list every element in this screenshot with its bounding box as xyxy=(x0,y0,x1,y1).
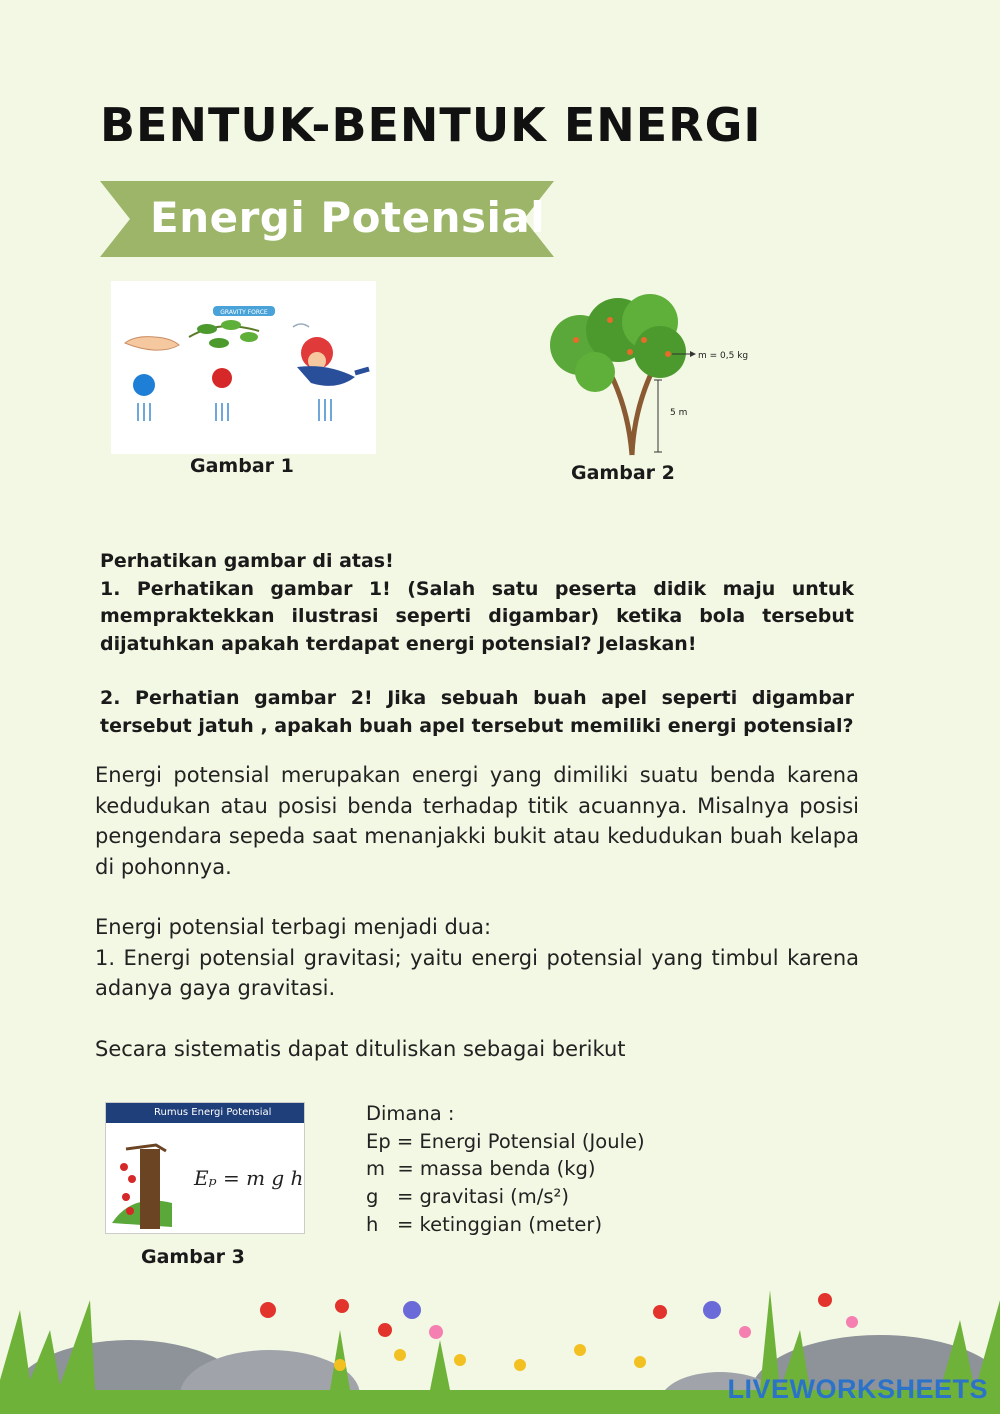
definitions-heading: Dimana : xyxy=(366,1102,455,1125)
question-intro: Perhatikan gambar di atas! xyxy=(100,550,394,572)
explanation-text xyxy=(95,760,859,1064)
figure-1-image xyxy=(111,281,376,454)
mass-label: m = 0,5 kg xyxy=(698,351,749,361)
variable-definitions xyxy=(366,1100,645,1239)
page-title: BENTUK-BENTUK ENERGI xyxy=(100,98,762,152)
definition-item: m = massa benda (kg) xyxy=(366,1157,596,1181)
question-2: 2. Perhatian gambar 2! Jika sebuah buah apel seperti digambar tersebut jatuh , apakah buah apel tersebut memiliki energi potensial? xyxy=(100,687,854,737)
figure-2-caption: Gambar 2 xyxy=(571,462,675,484)
figure-3-image xyxy=(105,1102,305,1234)
figure-2-image xyxy=(540,290,755,460)
paragraph-definition: Energi potensial merupakan energi yang dimiliki suatu benda karena kedudukan atau posisi benda terhadap titik acuannya. Misalnya posisi pengendara sepeda saat menanjakki bukit atau kedudukan buah kelapa di pohonnya. xyxy=(95,763,859,879)
height-label: 5 m xyxy=(670,408,688,418)
question-1: 1. Perhatikan gambar 1! (Salah satu peserta didik maju untuk mempraktekkan ilustrasi seperti digambar) ketika bola tersebut dijatuhkan apakah terdapat energi potensial? Jelaskan! xyxy=(100,577,854,655)
formula-text: Eₚ = m g h xyxy=(194,1166,304,1190)
section-title: Energi Potensial xyxy=(150,193,546,242)
formula-card-header: Rumus Energi Potensial xyxy=(106,1103,304,1123)
definition-item: g = gravitasi (m/s²) xyxy=(366,1185,569,1209)
question-block xyxy=(100,548,854,740)
paragraph-types: Energi potensial terbagi menjadi dua: xyxy=(95,915,492,939)
gravity-label: GRAVITY FORCE xyxy=(220,309,268,316)
definition-item: Ep = Energi Potensial (Joule) xyxy=(366,1129,645,1153)
definition-item: h = ketinggian (meter) xyxy=(366,1212,603,1236)
paragraph-formula-intro: Secara sistematis dapat dituliskan sebagai berikut xyxy=(95,1036,626,1061)
brand-logo: LIVEWORKSHEETS xyxy=(727,1374,988,1404)
figure-3-caption: Gambar 3 xyxy=(141,1246,245,1268)
paragraph-gravitational: 1. Energi potensial gravitasi; yaitu energi potensial yang timbul karena adanya gaya gravitasi. xyxy=(95,945,859,1000)
figure-1-caption: Gambar 1 xyxy=(190,455,294,477)
